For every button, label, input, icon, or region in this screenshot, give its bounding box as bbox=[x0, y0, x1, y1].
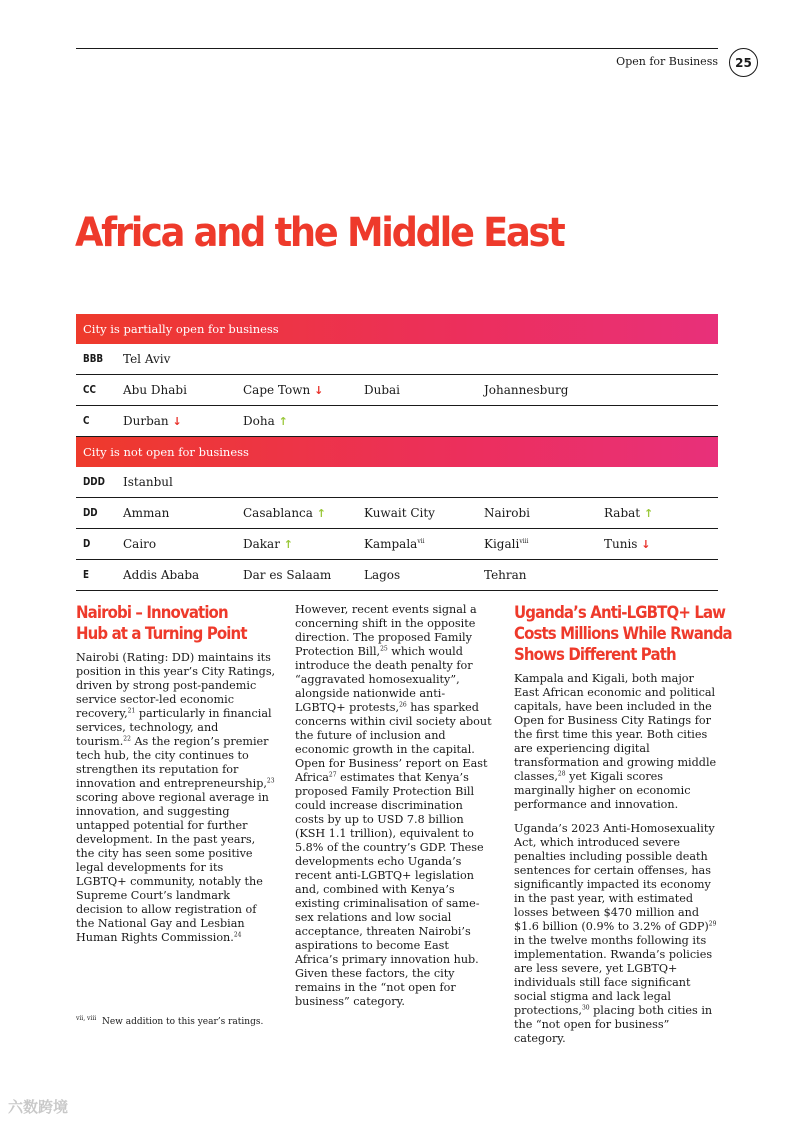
endnote-ref: 22 bbox=[123, 735, 131, 743]
arrow-up-icon: ↑ bbox=[278, 415, 288, 428]
city-name: Abu Dhabi bbox=[123, 383, 187, 397]
header-rule bbox=[76, 48, 718, 49]
city-name: Cairo bbox=[123, 537, 157, 551]
city-name: Addis Ababa bbox=[123, 568, 200, 582]
heading-line: Costs Millions While Rwanda bbox=[514, 624, 732, 644]
footnote bbox=[76, 1017, 263, 1027]
city-name: Tunis ↓ bbox=[604, 537, 651, 551]
page-title: Africa and the Middle East bbox=[75, 210, 564, 256]
nairobi-continued bbox=[295, 603, 495, 1019]
endnote-ref: 27 bbox=[328, 771, 337, 779]
city-name: Amman bbox=[123, 506, 170, 520]
footnote-ref: viii bbox=[519, 538, 529, 545]
nairobi-section bbox=[76, 603, 276, 955]
city-name: Kigali$^{viii}$ bbox=[484, 537, 529, 551]
page-number: 25 bbox=[729, 48, 758, 77]
footnote-marks: vii, viii bbox=[76, 1015, 97, 1022]
city-name: Rabat ↑ bbox=[604, 506, 654, 520]
endnote-ref: 25 bbox=[380, 645, 388, 653]
city-name: Kuwait City bbox=[364, 506, 435, 520]
city-name: Dakar ↑ bbox=[243, 537, 293, 551]
city-name: Durban ↓ bbox=[123, 414, 182, 428]
footnote-ref: vii bbox=[417, 538, 425, 545]
heading-line: Nairobi – Innovation bbox=[76, 603, 228, 623]
watermark: 六数跨境 bbox=[8, 1098, 69, 1116]
arrow-down-icon: ↓ bbox=[172, 415, 182, 428]
rating-row bbox=[76, 467, 718, 498]
uganda-paragraph-2: Uganda’s 2023 Anti-Homosexuality Act, which introduced severe penalties including possible death sentences for certain offenses, has significantly impacted its economy in the past year, with estimated losses between $470 million and $1.6 billion (0.9% to 3.2% of GDP)$^{29}$ in the twelve months following its implementation. Rwanda’s policies are less severe, yet LGBTQ+ individuals still face significant social stigma and lack legal protections,$^{30}$ placing both cities in the “not open for business” category. bbox=[514, 822, 717, 1045]
city-name: Dar es Salaam bbox=[243, 568, 332, 582]
uganda-heading bbox=[514, 603, 732, 666]
endnote-ref: 26 bbox=[399, 701, 407, 709]
rating-row bbox=[76, 406, 718, 437]
endnote-ref: 21 bbox=[127, 707, 136, 715]
rating-row bbox=[76, 560, 718, 591]
rating-row bbox=[76, 529, 718, 560]
city-name: Kampala$^{vii}$ bbox=[364, 537, 425, 551]
endnote-ref: 29 bbox=[708, 920, 717, 928]
uganda-section bbox=[514, 603, 732, 1056]
arrow-up-icon: ↑ bbox=[643, 507, 654, 520]
rating-row bbox=[76, 498, 718, 529]
nairobi-heading bbox=[76, 603, 252, 645]
city-name: Johannesburg bbox=[484, 383, 569, 397]
city-name: Doha ↑ bbox=[243, 414, 288, 428]
arrow-down-icon: ↓ bbox=[641, 538, 651, 551]
arrow-down-icon: ↓ bbox=[314, 384, 324, 397]
rating-grade: D bbox=[83, 537, 91, 550]
city-name: Istanbul bbox=[123, 475, 173, 489]
city-ratings-table bbox=[76, 314, 718, 591]
rating-grade: BBB bbox=[83, 352, 104, 365]
arrow-up-icon: ↑ bbox=[283, 538, 293, 551]
running-head: Open for Business bbox=[616, 55, 718, 68]
rating-row bbox=[76, 375, 718, 406]
city-name: Nairobi bbox=[484, 506, 530, 520]
city-name: Tel Aviv bbox=[123, 352, 171, 366]
rating-band-header: City is partially open for business bbox=[76, 314, 718, 344]
heading-line: Shows Different Path bbox=[514, 645, 676, 665]
endnote-ref: 28 bbox=[557, 770, 566, 778]
city-name: Cape Town ↓ bbox=[243, 383, 324, 397]
city-name: Lagos bbox=[364, 568, 401, 582]
uganda-paragraph-1: Kampala and Kigali, both major East African economic and political capitals, have been included in the Open for Business City Ratings for the first time this year. Both cities are experiencing digital transformation and growing middle classes,$^{28}$ yet Kigali scores marginally higher on economic performance and innovation. bbox=[514, 672, 717, 811]
endnote-ref: 24 bbox=[233, 931, 242, 939]
nairobi-paragraph-2: However, recent events signal a concerning shift in the opposite direction. The proposed Family Protection Bill,$^{25}$ which would introduce the death penalty for “aggravated homosexuality”, alongside nationwide anti-LGBTQ+ protests,$^{26}$ has sparked concerns within civil society about the future of inclusion and economic growth in the capital. Open for Business’ report on East Africa$^{27}$ estimates that Kenya’s proposed Family Protection Bill could increase discrimination costs by up to USD 7.8 billion (KSH 1.1 trillion), equivalent to 5.8% of the country’s GDP. These developments echo Uganda’s recent anti-LGBTQ+ legislation and, combined with Kenya’s existing criminalisation of same-sex relations and low social acceptance, threaten Nairobi’s aspirations to become East Africa’s primary innovation hub. Given these factors, the city remains in the “not open for business” category. bbox=[295, 603, 492, 1008]
rating-grade: DDD bbox=[83, 475, 105, 488]
nairobi-paragraph-1: Nairobi (Rating: DD) maintains its position in this year’s City Ratings, driven by strong post-pandemic service sector-led economic recovery,$^{21}$ particularly in financial services, technology, and tourism.$^{22}$ As the region’s premier tech hub, the city continues to strengthen its reputation for innovation and entrepreneurship,$^{23}$ scoring above regional average in innovation, and suggesting untapped potential for further development. In the past years, the city has seen some positive legal developments for its LGBTQ+ community, notably the Supreme Court’s landmark decision to allow registration of the National Gay and Lesbian Human Rights Commission.$^{24}$ bbox=[76, 651, 276, 944]
arrow-up-icon: ↑ bbox=[316, 507, 326, 520]
heading-line: Uganda’s Anti-LGBTQ+ Law bbox=[514, 603, 726, 623]
rating-grade: E bbox=[83, 568, 90, 581]
rating-grade: CC bbox=[83, 383, 96, 396]
rating-band-header: City is not open for business bbox=[76, 437, 718, 467]
rating-grade: C bbox=[83, 414, 90, 427]
rating-grade: DD bbox=[83, 506, 98, 519]
endnote-ref: 23 bbox=[266, 777, 275, 785]
rating-row bbox=[76, 344, 718, 375]
heading-line: Hub at a Turning Point bbox=[76, 624, 247, 644]
footnote-text: New addition to this year’s ratings. bbox=[101, 1017, 264, 1027]
city-name: Casablanca ↑ bbox=[243, 506, 326, 520]
endnote-ref: 30 bbox=[581, 1004, 590, 1012]
city-name: Dubai bbox=[364, 383, 401, 397]
city-name: Tehran bbox=[484, 568, 527, 582]
